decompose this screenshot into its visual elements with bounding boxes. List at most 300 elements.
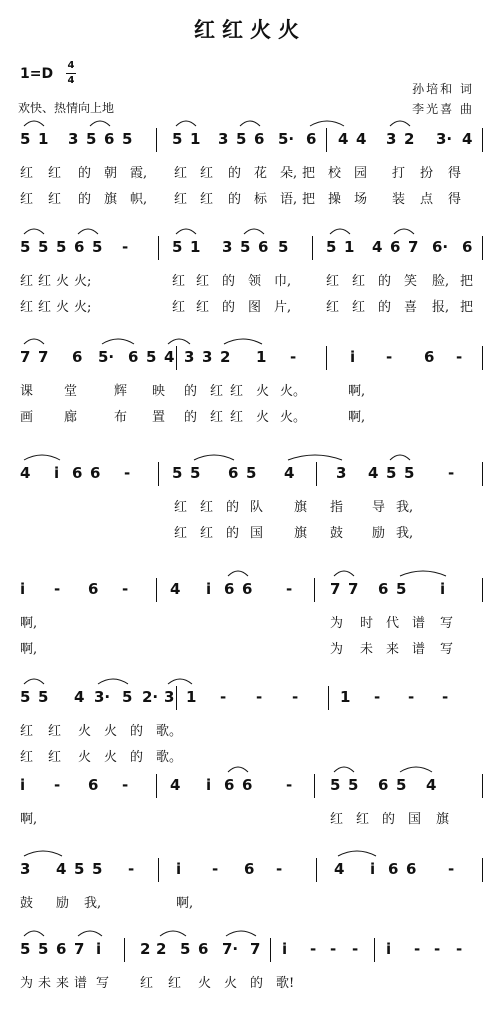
lyric-syllable: 把 — [460, 274, 474, 289]
lyric-syllable: 红 — [200, 526, 214, 541]
note: - — [122, 776, 129, 794]
lyric-syllable: 得 — [448, 192, 462, 207]
lyric-line — [0, 892, 500, 910]
lyric-syllable: 火 — [56, 274, 70, 289]
note: - — [128, 860, 135, 878]
slur — [24, 679, 44, 684]
note: 5 — [172, 464, 183, 482]
lyric-syllable: 的 — [378, 274, 392, 289]
lyric-syllable: 旗 — [294, 526, 308, 541]
note: 5 — [20, 238, 31, 256]
note: 2 — [404, 130, 415, 148]
note: 5 — [172, 130, 183, 148]
note: 2· — [142, 688, 159, 706]
note: 6· — [432, 238, 449, 256]
slur — [334, 767, 354, 772]
slur — [390, 455, 410, 460]
lyric-line — [0, 496, 500, 514]
lyric-syllable: 导 — [372, 500, 386, 515]
note: 1 — [340, 688, 351, 706]
note: 5 — [326, 238, 337, 256]
lyric-line — [0, 638, 500, 656]
note: 6 — [56, 940, 67, 958]
lyric-syllable: 未 — [38, 976, 52, 991]
note: 3· — [436, 130, 453, 148]
note: 6 — [388, 860, 399, 878]
lyric-syllable: 朝 — [104, 166, 118, 181]
lyric-syllable: 红 — [330, 812, 344, 827]
note: 7 — [330, 580, 341, 598]
note: 4 — [170, 776, 181, 794]
lyric-syllable: 图 — [248, 300, 262, 315]
slur — [390, 121, 410, 126]
note: 5 — [38, 238, 49, 256]
note: 5 — [396, 580, 407, 598]
note: 6 — [242, 776, 253, 794]
lyric-syllable: 红 — [174, 526, 188, 541]
note: 6 — [462, 238, 473, 256]
lyric-line — [0, 808, 500, 826]
lyric-syllable: 布 — [114, 410, 128, 425]
lyric-syllable: 励 — [372, 526, 386, 541]
note: 4 — [356, 130, 367, 148]
slur — [176, 229, 196, 234]
note: 5 — [386, 464, 397, 482]
slur — [310, 121, 344, 126]
lyric-syllable: 红 — [20, 300, 34, 315]
lyric-syllable: 红 — [48, 166, 62, 181]
lyric-syllable: 巾, — [274, 274, 292, 289]
note: 6 — [424, 348, 435, 366]
note: - — [124, 464, 131, 482]
lyric-syllable: 火 — [78, 724, 92, 739]
lyric-syllable: 未 — [360, 642, 374, 657]
lyric-line — [0, 720, 500, 738]
lyric-syllable: 为 — [330, 616, 344, 631]
note: 3 — [202, 348, 213, 366]
lyric-line — [0, 270, 500, 288]
notes-row — [0, 346, 500, 370]
lyric-syllable: 火。 — [280, 410, 307, 425]
note: 1 — [186, 688, 197, 706]
slur — [394, 229, 414, 234]
lyric-syllable: 红 — [326, 300, 340, 315]
lyric-syllable: 啊, — [20, 812, 38, 827]
note: - — [286, 776, 293, 794]
note: - — [290, 348, 297, 366]
notes-row — [0, 578, 500, 602]
lyric-syllable: 红 — [20, 192, 34, 207]
lyric-syllable: 帜, — [130, 192, 148, 207]
slur — [288, 455, 342, 460]
note: 5 — [56, 238, 67, 256]
time-signature-bottom: 4 — [67, 75, 75, 86]
lyric-syllable: 火 — [224, 976, 238, 991]
note: 3 — [164, 688, 175, 706]
lyric-syllable: 火 — [104, 750, 118, 765]
lyric-syllable: 片, — [274, 300, 292, 315]
lyric-syllable: 的 — [78, 166, 92, 181]
note: i — [386, 940, 392, 958]
note: i — [96, 940, 102, 958]
lyric-syllable: 为 — [20, 976, 34, 991]
note: - — [276, 860, 283, 878]
lyric-syllable: 红 — [200, 166, 214, 181]
lyric-syllable: 啊, — [348, 410, 366, 425]
lyric-line — [0, 188, 500, 206]
note: - — [448, 860, 455, 878]
lyric-syllable: 谱 — [412, 642, 426, 657]
note: 6 — [258, 238, 269, 256]
key-signature: 1=D — [20, 66, 54, 82]
lyric-syllable: 火 — [256, 384, 270, 399]
lyric-syllable: 火; — [74, 300, 92, 315]
time-signature-top: 4 — [67, 60, 75, 71]
note: 6 — [72, 348, 83, 366]
lyric-syllable: 国 — [250, 526, 264, 541]
note: 5 — [240, 238, 251, 256]
note: 5 — [122, 130, 133, 148]
lyric-syllable: 园 — [354, 166, 368, 181]
lyric-syllable: 的 — [78, 192, 92, 207]
lyric-line — [0, 612, 500, 630]
lyric-syllable: 来 — [386, 642, 400, 657]
note: 5 — [20, 130, 31, 148]
lyric-syllable: 谱 — [412, 616, 426, 631]
lyric-syllable: 时 — [360, 616, 374, 631]
note: 6 — [90, 464, 101, 482]
lyric-syllable: 把 — [460, 300, 474, 315]
note: 5 — [278, 238, 289, 256]
lyric-syllable: 的 — [130, 724, 144, 739]
lyric-syllable: 校 — [328, 166, 342, 181]
lyricist-credit: 孙培和 词 — [412, 82, 474, 96]
lyric-syllable: 旗 — [104, 192, 118, 207]
note: 5· — [278, 130, 295, 148]
slur — [102, 339, 134, 344]
lyric-syllable: 红 — [48, 192, 62, 207]
lyric-syllable: 我, — [396, 526, 414, 541]
lyric-syllable: 的 — [378, 300, 392, 315]
lyric-syllable: 红 — [230, 384, 244, 399]
lyric-syllable: 花 — [254, 166, 268, 181]
lyric-syllable: 写 — [440, 642, 454, 657]
note: - — [352, 940, 359, 958]
slur — [24, 121, 44, 126]
lyric-syllable: 得 — [448, 166, 462, 181]
lyric-syllable: 红 — [172, 300, 186, 315]
lyric-line — [0, 162, 500, 180]
lyric-syllable: 歌! — [276, 976, 295, 991]
lyric-syllable: 红 — [200, 500, 214, 515]
lyric-syllable: 红 — [48, 750, 62, 765]
lyric-syllable: 红 — [230, 410, 244, 425]
note: 5 — [330, 776, 341, 794]
note: - — [220, 688, 227, 706]
lyric-syllable: 旗 — [436, 812, 450, 827]
lyric-syllable: 霞, — [130, 166, 148, 181]
slur — [176, 121, 196, 126]
note: 1 — [190, 238, 201, 256]
slur — [400, 767, 432, 772]
note: - — [434, 940, 441, 958]
note: 4 — [74, 688, 85, 706]
lyric-syllable: 红 — [48, 724, 62, 739]
lyric-syllable: 谱 — [74, 976, 88, 991]
note: 1 — [190, 130, 201, 148]
lyric-syllable: 歌。 — [156, 750, 183, 765]
lyric-syllable: 把 — [302, 192, 316, 207]
slur — [226, 931, 256, 936]
slur — [24, 339, 44, 344]
notes-row — [0, 236, 500, 260]
note: - — [456, 348, 463, 366]
note: 4 — [462, 130, 473, 148]
note: 1 — [38, 130, 49, 148]
lyric-syllable: 标 — [254, 192, 268, 207]
lyric-syllable: 朵, — [280, 166, 298, 181]
note: 5 — [190, 464, 201, 482]
lyric-syllable: 的 — [228, 166, 242, 181]
lyric-line — [0, 296, 500, 314]
note: 7 — [348, 580, 359, 598]
note: 6 — [128, 348, 139, 366]
note: 6 — [390, 238, 401, 256]
note: 6 — [244, 860, 255, 878]
note: 5· — [98, 348, 115, 366]
lyric-syllable: 的 — [130, 750, 144, 765]
note: 4 — [426, 776, 437, 794]
note: 5 — [404, 464, 415, 482]
lyric-syllable: 写 — [96, 976, 110, 991]
lyric-syllable: 红 — [352, 300, 366, 315]
note: 6 — [88, 580, 99, 598]
note: 3 — [68, 130, 79, 148]
lyric-syllable: 红 — [196, 274, 210, 289]
lyric-syllable: 红 — [38, 274, 52, 289]
note: - — [292, 688, 299, 706]
slur — [160, 931, 186, 936]
slur — [78, 229, 98, 234]
lyric-syllable: 国 — [408, 812, 422, 827]
note: i — [206, 580, 212, 598]
note: 4 — [20, 464, 31, 482]
slur — [334, 571, 354, 576]
lyric-syllable: 装 — [392, 192, 406, 207]
lyric-syllable: 为 — [330, 642, 344, 657]
lyric-syllable: 红 — [352, 274, 366, 289]
lyric-syllable: 的 — [184, 384, 198, 399]
lyric-syllable: 的 — [222, 274, 236, 289]
lyric-syllable: 红 — [174, 192, 188, 207]
lyric-syllable: 红 — [326, 274, 340, 289]
lyric-syllable: 红 — [20, 750, 34, 765]
slur — [90, 121, 110, 126]
note: 4 — [284, 464, 295, 482]
slur — [194, 455, 234, 460]
note: 6 — [198, 940, 209, 958]
note: i — [20, 580, 26, 598]
slur — [78, 931, 102, 936]
lyric-syllable: 廊 — [64, 410, 78, 425]
note: 1 — [256, 348, 267, 366]
lyric-syllable: 打 — [392, 166, 406, 181]
note: - — [414, 940, 421, 958]
note: 4 — [334, 860, 345, 878]
lyric-syllable: 的 — [226, 500, 240, 515]
slur — [98, 679, 128, 684]
note: 6 — [74, 238, 85, 256]
lyric-syllable: 队 — [250, 500, 264, 515]
lyric-syllable: 火 — [256, 410, 270, 425]
lyric-syllable: 火。 — [280, 384, 307, 399]
lyric-syllable: 把 — [302, 166, 316, 181]
note: 3 — [218, 130, 229, 148]
note: 5 — [74, 860, 85, 878]
lyric-syllable: 火 — [56, 300, 70, 315]
composer-credit: 李光喜 曲 — [412, 102, 474, 116]
note: - — [122, 580, 129, 598]
lyric-syllable: 励 — [56, 896, 70, 911]
slur — [240, 121, 260, 126]
slur — [24, 931, 44, 936]
slur — [330, 229, 350, 234]
note: 6 — [306, 130, 317, 148]
lyric-syllable: 鼓 — [20, 896, 34, 911]
note: 5 — [348, 776, 359, 794]
lyric-syllable: 堂 — [64, 384, 78, 399]
note: 3 — [184, 348, 195, 366]
note: 5 — [92, 238, 103, 256]
lyric-syllable: 啊, — [176, 896, 194, 911]
lyric-syllable: 课 — [20, 384, 34, 399]
slur — [24, 455, 60, 460]
note: 6 — [88, 776, 99, 794]
note: - — [408, 688, 415, 706]
lyric-line — [0, 522, 500, 540]
lyric-syllable: 红 — [210, 384, 224, 399]
lyric-syllable: 脸, — [432, 274, 450, 289]
lyric-syllable: 置 — [152, 410, 166, 425]
note: 2 — [156, 940, 167, 958]
note: i — [20, 776, 26, 794]
note: - — [442, 688, 449, 706]
note: 5 — [20, 688, 31, 706]
note: 6 — [228, 464, 239, 482]
note: - — [386, 348, 393, 366]
notes-row — [0, 774, 500, 798]
lyric-syllable: 指 — [330, 500, 344, 515]
note: - — [122, 238, 129, 256]
slur — [228, 571, 248, 576]
note: 4 — [368, 464, 379, 482]
lyric-syllable: 红 — [20, 166, 34, 181]
lyric-syllable: 点 — [420, 192, 434, 207]
lyric-syllable: 的 — [250, 976, 264, 991]
slur — [224, 339, 262, 344]
notes-row — [0, 938, 500, 962]
note: i — [282, 940, 288, 958]
note: 6 — [378, 776, 389, 794]
lyric-line — [0, 746, 500, 764]
note: 6 — [406, 860, 417, 878]
note: - — [212, 860, 219, 878]
slur — [244, 229, 264, 234]
slur — [168, 679, 192, 684]
lyric-syllable: 的 — [184, 410, 198, 425]
lyric-syllable: 红 — [210, 410, 224, 425]
lyric-syllable: 红 — [174, 500, 188, 515]
slur — [338, 851, 376, 856]
lyric-syllable: 鼓 — [330, 526, 344, 541]
note: - — [286, 580, 293, 598]
note: 5 — [236, 130, 247, 148]
lyric-syllable: 场 — [354, 192, 368, 207]
note: 6 — [224, 580, 235, 598]
lyric-syllable: 画 — [20, 410, 34, 425]
note: 5 — [38, 688, 49, 706]
note: 2 — [220, 348, 231, 366]
lyric-syllable: 的 — [226, 526, 240, 541]
lyric-syllable: 报, — [432, 300, 450, 315]
lyric-syllable: 红 — [174, 166, 188, 181]
lyric-syllable: 来 — [56, 976, 70, 991]
note: - — [448, 464, 455, 482]
note: 6 — [72, 464, 83, 482]
note: 4 — [170, 580, 181, 598]
note: 6 — [254, 130, 265, 148]
note: 7· — [222, 940, 239, 958]
note: i — [206, 776, 212, 794]
notes-row — [0, 686, 500, 710]
note: 3 — [222, 238, 233, 256]
lyric-syllable: 红 — [200, 192, 214, 207]
lyric-syllable: 红 — [38, 300, 52, 315]
lyric-syllable: 扮 — [420, 166, 434, 181]
note: 7 — [250, 940, 261, 958]
lyric-syllable: 啊, — [20, 616, 38, 631]
note: 5 — [172, 238, 183, 256]
lyric-syllable: 喜 — [404, 300, 418, 315]
lyric-syllable: 领 — [248, 274, 262, 289]
note: 4 — [164, 348, 175, 366]
note: 1 — [344, 238, 355, 256]
notes-row — [0, 128, 500, 152]
lyric-syllable: 歌。 — [156, 724, 183, 739]
lyric-line — [0, 380, 500, 398]
lyric-syllable: 的 — [222, 300, 236, 315]
note: - — [310, 940, 317, 958]
note: i — [370, 860, 376, 878]
lyric-syllable: 火 — [78, 750, 92, 765]
lyric-line — [0, 972, 500, 990]
note: 5 — [396, 776, 407, 794]
lyric-syllable: 火; — [74, 274, 92, 289]
note: 7 — [38, 348, 49, 366]
lyric-syllable: 代 — [386, 616, 400, 631]
note: 3 — [20, 860, 31, 878]
lyric-syllable: 笑 — [404, 274, 418, 289]
note: 7 — [408, 238, 419, 256]
tempo-marking: 欢快、热情向上地 — [18, 101, 115, 115]
note: - — [256, 688, 263, 706]
lyric-line — [0, 406, 500, 424]
note: i — [440, 580, 446, 598]
lyric-syllable: 语, — [280, 192, 298, 207]
notes-row — [0, 462, 500, 486]
lyric-syllable: 红 — [172, 274, 186, 289]
lyric-syllable: 红 — [140, 976, 154, 991]
